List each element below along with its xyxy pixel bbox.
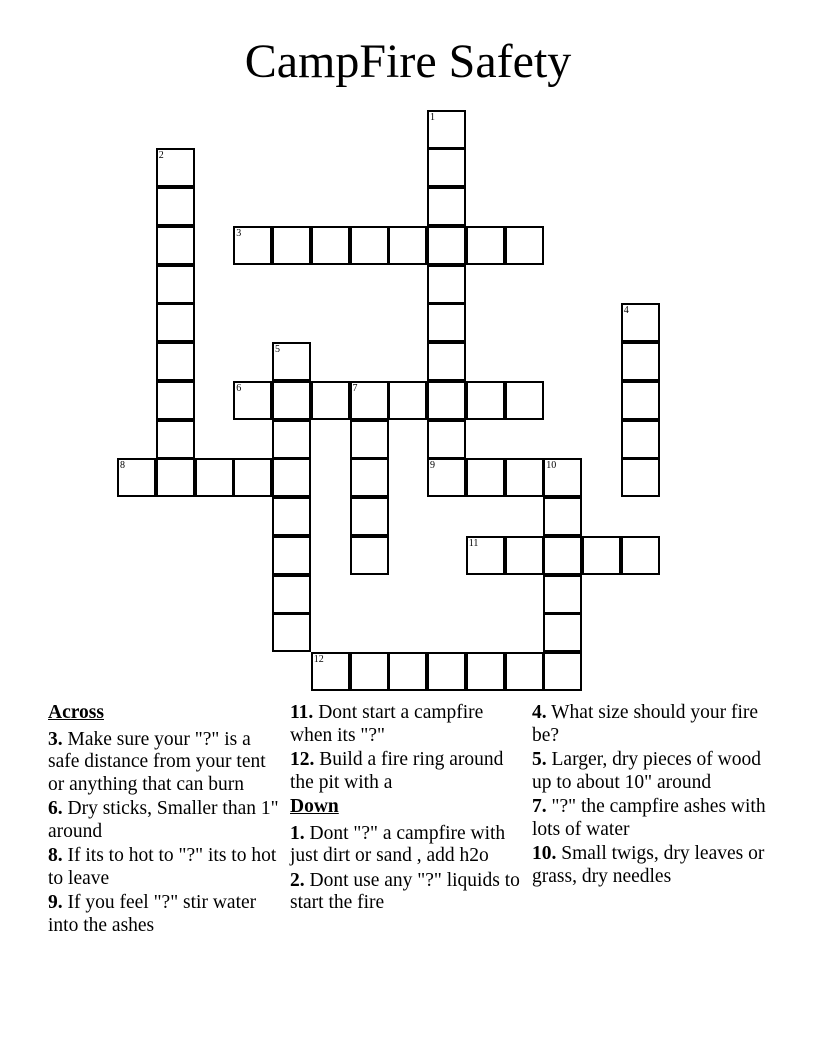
grid-cell[interactable] [427,187,466,226]
grid-cell[interactable] [621,536,660,575]
down-heading: Down [290,796,339,817]
grid-cell[interactable] [505,652,544,691]
clue-down-2: 2. Dont use any "?" liquids to start the fire [290,869,520,913]
grid-cell[interactable] [543,613,582,652]
clues-column-2 [290,702,530,917]
grid-cell[interactable] [621,458,660,497]
grid-cell[interactable] [350,226,389,265]
cell-number: 9 [430,460,435,472]
clue-across-8: 8. If its to hot to "?" its to hot to leave [48,845,277,889]
grid-cell[interactable] [621,303,660,342]
cell-number: 1 [430,111,435,123]
grid-cell[interactable] [427,381,466,420]
grid-cell[interactable] [466,458,505,497]
grid-cell[interactable] [466,381,505,420]
grid-cell[interactable] [505,536,544,575]
grid-cell[interactable] [156,187,195,226]
across-heading: Across [48,702,104,723]
grid-cell[interactable] [350,497,389,536]
cell-number: 6 [236,382,242,394]
clue-across-3: 3. Make sure your "?" is a safe distance from your tent or anything that can burn [48,728,266,795]
cell-number: 8 [120,460,125,472]
clue-down-5: 5. Larger, dry pieces of wood up to about 10" around [532,749,761,793]
grid-cell[interactable] [272,226,311,265]
grid-cell[interactable] [427,110,466,149]
grid-cell[interactable] [543,536,582,575]
grid-cell[interactable] [156,148,195,187]
grid-cell[interactable] [427,342,466,381]
grid-cell[interactable] [156,420,195,459]
grid-cell[interactable] [427,148,466,187]
grid-cell[interactable] [272,613,311,652]
grid-cell[interactable] [350,381,389,420]
grid-cell[interactable] [350,420,389,459]
clue-across-6: 6. Dry sticks, Smaller than 1" around [48,798,279,842]
cell-number: 11 [468,537,479,549]
cell-number: 12 [313,654,324,665]
grid-cell[interactable] [543,497,582,536]
grid-cell[interactable] [427,226,466,265]
grid-cell[interactable] [543,652,582,691]
grid-cell[interactable] [427,420,466,459]
grid-cell[interactable] [350,458,389,497]
grid-cell[interactable] [621,381,660,420]
cell-number: 7 [352,382,358,394]
cell-number: 2 [158,150,164,162]
grid-cell[interactable] [272,342,311,381]
grid-cell[interactable] [427,458,466,497]
grid-cell[interactable] [311,226,350,265]
grid-cell[interactable] [156,458,195,497]
grid-cell[interactable] [272,536,311,575]
grid-cell[interactable] [466,536,505,575]
grid-cell[interactable] [427,303,466,342]
grid-cell[interactable] [582,536,621,575]
grid-cell[interactable] [505,226,544,265]
grid-cell[interactable] [272,381,311,420]
grid-cell[interactable] [543,575,582,614]
clue-down-4: 4. What size should your fire be? [532,702,759,746]
clues-column-3 [532,702,772,890]
grid-cell[interactable] [505,381,544,420]
grid-cell[interactable] [156,226,195,265]
clue-down-1: 1. Dont "?" a campfire with just dirt or sand , add h2o [290,822,506,866]
grid-cell[interactable] [427,265,466,304]
clues-column-1 [48,702,283,939]
grid-cell[interactable] [156,265,195,304]
grid-cell[interactable] [466,652,505,691]
clue-across-12: 12. Build a fire ring around the pit with a [290,749,504,793]
grid-cell[interactable] [388,381,427,420]
grid-cell[interactable] [427,652,466,691]
grid-cell[interactable] [117,458,156,497]
grid-cell[interactable] [195,458,234,497]
clue-down-7: 7. "?" the campfire ashes with lots of water [532,796,766,840]
grid-cell[interactable] [388,652,427,691]
grid-cell[interactable] [466,226,505,265]
grid-cell[interactable] [233,458,272,497]
grid-cell[interactable] [505,458,544,497]
grid-cell[interactable] [233,381,272,420]
grid-cell[interactable] [621,420,660,459]
grid-cell[interactable] [621,342,660,381]
clue-across-11: 11. Dont start a campfire when its "?" [290,702,484,746]
cell-number: 5 [275,344,280,355]
grid-cell[interactable] [350,652,389,691]
grid-cell[interactable] [272,420,311,459]
puzzle-title: CampFire Safety [244,35,572,88]
grid-cell[interactable] [388,226,427,265]
grid-cell[interactable] [272,575,311,614]
clue-across-9: 9. If you feel "?" stir water into the ashes [48,892,257,936]
grid-cell[interactable] [311,381,350,420]
cell-number: 4 [623,305,629,317]
cell-number: 10 [546,460,557,472]
grid-cell[interactable] [156,381,195,420]
grid-cell[interactable] [233,226,272,265]
grid-cell[interactable] [272,458,311,497]
grid-cell[interactable] [350,536,389,575]
cell-number: 3 [236,227,242,239]
grid-cell[interactable] [543,458,582,497]
grid-cell[interactable] [272,497,311,536]
grid-cell[interactable] [311,652,350,691]
grid-cell[interactable] [156,303,195,342]
clue-down-10: 10. Small twigs, dry leaves or grass, dry needles [532,843,765,887]
grid-cell[interactable] [156,342,195,381]
